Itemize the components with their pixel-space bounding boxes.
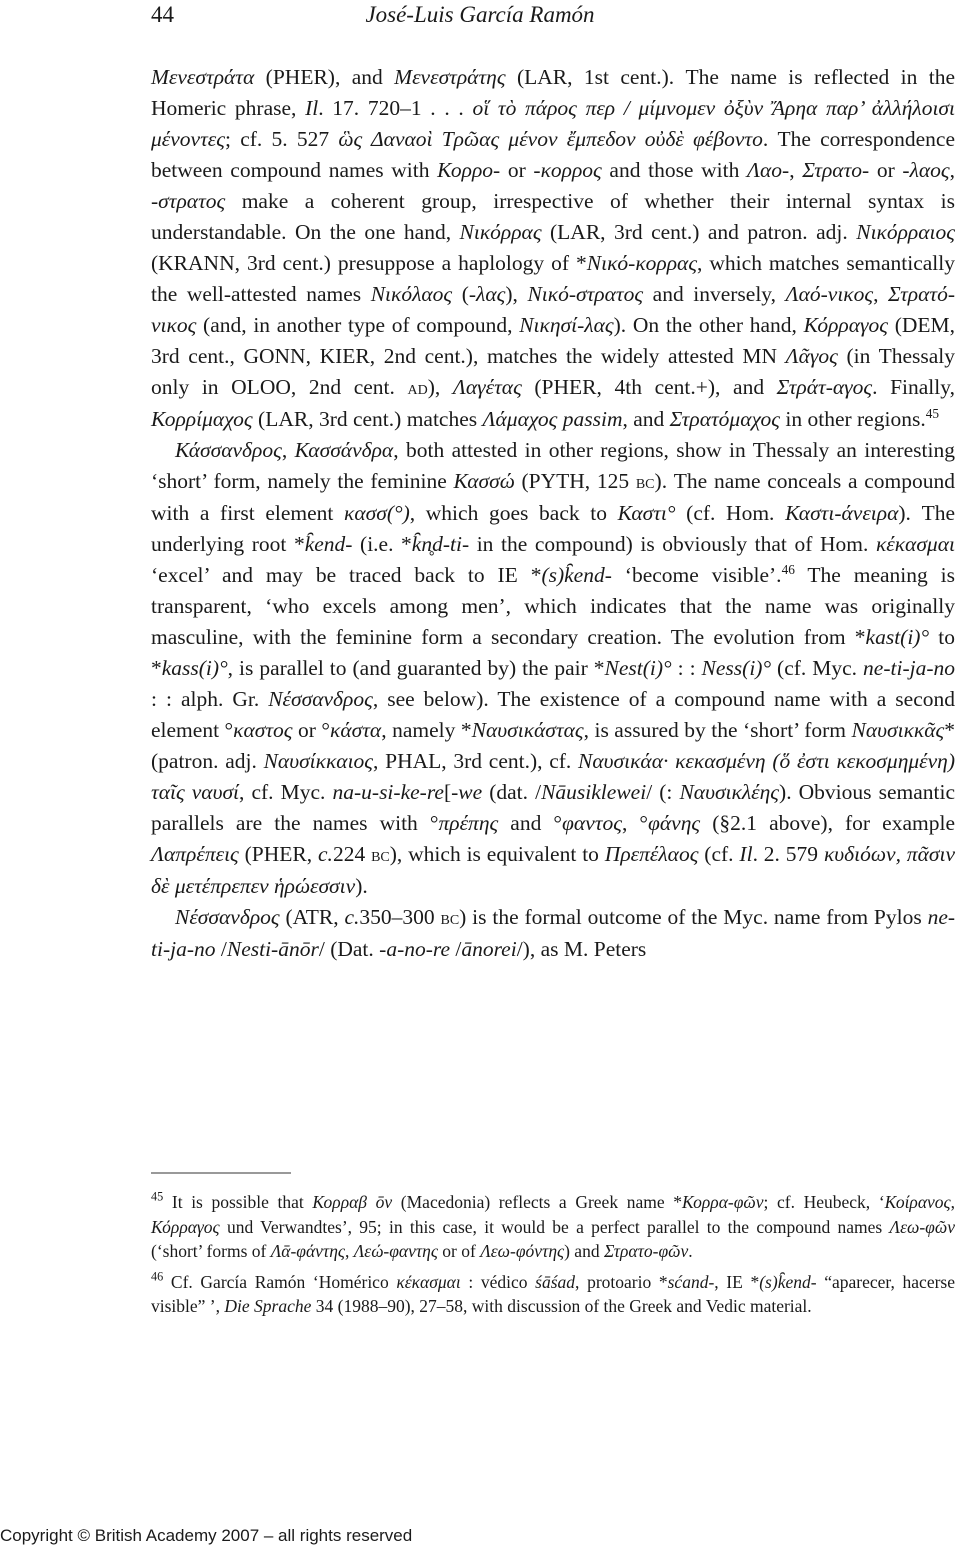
text-run: Il [739,842,753,866]
text-run: or [869,158,903,182]
text-run: ). On the other hand, [613,313,804,337]
text-run: . 2. 579 [752,842,824,866]
text-run: , [950,1192,956,1212]
text-run: ) is the formal outcome of the Myc. name from Pylos [459,905,928,929]
text-run: , which goes back to [409,501,618,525]
text-run: , PHAL, 3rd cent.), cf. [373,749,579,773]
text-run: to * [151,625,955,680]
text-run: (‘short’ forms of [151,1241,271,1261]
text-run: (s)k̑end- [541,563,612,587]
text-run: (cf. Hom. [675,501,786,525]
text-run: (dat. / [482,780,542,804]
text-run: , see below). The existence of a compound name with a second element ° [151,687,955,742]
running-head: José-Luis García Ramón [365,2,595,27]
text-run: (§2.1 above), for example [700,811,955,835]
text-run: : : alph. Gr. [151,687,269,711]
text-run: ne-ti-ja-no [151,905,956,961]
text-run: , [789,158,803,182]
text-run: κυδιόων, πᾶσιν δὲ μετέπρεπεν ἡρώεσσιν [151,842,955,898]
text-run: / (: [646,780,680,804]
text-run: Πρεπέλαος [604,842,699,866]
text-run: and inversely, [643,282,786,306]
text-run: κάστα [330,718,382,742]
text-run: , namely * [381,718,472,742]
text-run: or [500,158,534,182]
text-run: make a coherent group, irrespective of whether their internal syntax is understandable. On the one hand, [151,189,955,244]
text-run: καστος [233,718,293,742]
text-run: or ° [292,718,331,742]
text-run: or of [437,1241,481,1261]
text-run: . Finally, [872,375,955,399]
text-run: ). The name conceals a compound with a first element [151,469,956,525]
page-header [0,0,960,36]
footnote-ref-46[interactable]: 46 [781,561,795,577]
text-run: (ATR, [279,905,345,929]
text-run: (cf. [698,842,740,866]
text-run: Λαο- [747,158,790,182]
text-run: in other regions. [780,407,926,431]
text-run: : védico [460,1271,536,1292]
text-run: Κορρα-φῶν [681,1192,764,1212]
text-run: οἵ τὸ πάρος περ / μίμνομεν ὀξὺν Ἄρηα παρ’ ἀλλήλοισι μένοντες [151,96,955,151]
copyright-notice: Copyright © British Academy 2007 – all rights reserved [0,1526,413,1545]
text-run: Λᾶγος [785,344,838,368]
text-run: ( [452,282,469,306]
text-run: Νικό-στρατος [527,282,644,306]
text-run: and ° [498,811,563,835]
text-run: bc [440,908,460,929]
body-text [151,62,955,965]
text-run: Λαπρέπεις [151,842,239,866]
text-run: (PHER), and [254,65,395,89]
text-run: Nesti-ānōr [226,937,319,961]
text-run: Ναυσικάα· κεκασμένη (ὅ ἐστι κεκοσμημένη) ταῖς ναυσί [151,749,955,804]
text-run: -στρατος [151,189,226,213]
text-run: , ° [621,811,648,835]
text-run: Κόρραγος [151,1216,220,1237]
text-run: Νέσσανδρος [175,905,280,929]
text-run: śāśad [535,1271,576,1292]
text-run: Il [305,96,319,120]
text-run: (KRANN, 3rd cent.) presuppose a haplology of * [151,251,587,275]
text-run: , IE * [714,1271,760,1292]
text-run: Λεω-φῶν [889,1216,955,1237]
text-run: Ναυσικάστας [471,718,584,742]
footnote-marker: 46 [151,1268,164,1283]
text-run: Λαό-νικος [785,282,874,306]
text-run: κέκασμαι [396,1271,461,1292]
text-run: (PHER, [238,842,319,866]
text-run: “aparecer, hacerse visible” ’, [151,1271,956,1316]
text-run: Die Sprache [224,1296,312,1316]
text-run: Νικόρρας [459,220,542,244]
text-run: Νέσσανδρος [268,687,373,711]
text-run: ; cf. Heubeck, ‘ [763,1192,885,1212]
text-run: Ναυσικλέης [679,780,780,804]
text-run: ānorei [461,937,517,961]
text-run: , is assured by the ‘short’ form [583,718,852,742]
text-run: -we [451,780,483,804]
text-run: Κάσσανδρος [175,438,282,462]
text-run: κέκασμαι [875,532,955,556]
text-run: (cf. Myc. [771,656,864,680]
text-run: The meaning is transparent, ‘who excels among men’, which indicates that the name was originally masculine, with the feminine form a secondary creation. The evolution from * [151,563,955,649]
text-run: Κόρραγος [803,313,888,337]
text-run: ; cf. 5. 527 [225,127,339,151]
text-run: It is possible that [163,1192,313,1212]
text-run: Κορρίμαχος [151,407,253,431]
text-run: passim [562,407,623,431]
text-run: Λεω-φόντης [480,1241,565,1261]
text-run: na-u-si-ke-re [332,780,444,804]
text-run: . The correspondence between compound names with [151,127,955,182]
text-run: φάνης [648,811,701,835]
text-run: (i.e. * [352,532,412,556]
text-run: Cf. García Ramón ‘Homérico [163,1271,397,1292]
text-run: Κορρο- [437,158,501,182]
text-run: in the compound) is obviously that of Hom. [469,532,876,556]
text-run: ‘become visible’. [611,563,782,587]
footnote-46 [151,1270,955,1319]
text-run: sćand- [667,1271,715,1292]
text-run: ), [427,375,453,399]
text-run: Λεώ-φαντης [353,1241,438,1261]
text-run: , [873,282,889,306]
text-run: . 17. 720–1 . . . [318,96,473,120]
text-run: k̑end- [304,532,353,556]
text-run: Ness(i)° [701,656,772,680]
text-run: φαντος [562,811,622,835]
text-run: (in Thessaly only in OLOO, 2nd cent. [151,344,955,399]
text-run: Nāusiklewei [541,780,647,804]
text-run: Λαγέτας [452,375,522,399]
text-run: Ναυσίκκαιος [263,749,374,773]
text-run: Στρατο-φῶν [603,1241,689,1261]
text-run: Κοίρανος [884,1192,951,1212]
text-run: Κασσώ [453,469,515,493]
text-run: , protoario * [575,1271,668,1292]
text-run: /), as M. Peters [516,937,647,961]
text-run: (LAR, 3rd cent.) matches [252,407,483,431]
text-run: Ναυσικκᾶς [851,718,945,742]
text-run: ad [407,378,428,399]
text-run: (s)k̑end- [759,1271,817,1292]
text-run: Καστι-άνειρα [785,501,899,525]
text-run: bc [635,472,655,493]
text-run: / [450,937,462,961]
text-run: (LAR, 1st cent.). The name is reflected in the Homeric phrase, [151,65,955,120]
text-run: k̑n̥d-ti- [411,532,470,556]
text-run: , [344,1241,354,1261]
text-run: ). The underlying root * [151,501,955,556]
text-run: 34 (1988–90), 27–58, with discussion of the Greek and Vedic material. [311,1296,812,1316]
text-run: , [949,158,956,182]
text-run: Στρατο- [802,158,870,182]
text-run: (Macedonia) reflects a Greek name * [392,1192,682,1212]
text-run: / (Dat. [318,937,380,961]
paragraph-3 [151,902,955,965]
text-run: and those with [601,158,748,182]
text-run: Στρατόμαχος [669,407,780,431]
text-run: ‘excel’ and may be traced back to IE * [151,563,542,587]
text-run: c. [344,905,360,929]
text-run: -λαος [902,158,950,182]
text-run: , both attested in other regions, show in Thessaly an interesting ‘short’ form, namely the feminine [151,438,955,493]
paragraph-1 [151,62,955,435]
text-run: , is parallel to (and guaranted by) the pair * [227,656,605,680]
footnote-marker: 45 [151,1189,164,1204]
text-run: bc [371,845,390,866]
text-run: , cf. Myc. [239,780,333,804]
text-run: ne-ti-ja-no [863,656,955,680]
text-run: -κορρος [533,158,602,182]
text-run: κασσ(°) [344,501,410,525]
text-run: und Verwandtes’, 95; in this case, it would be a perfect parallel to the compound names [219,1216,890,1237]
text-run: (PYTH, 125 [514,469,636,493]
text-run: ). [355,874,368,898]
text-run: Νικόλαος [370,282,453,306]
footnote-45 [151,1190,955,1264]
text-run: 224 [332,842,372,866]
text-run: kass(i)° [161,656,228,680]
text-run: kast(i)° [865,625,930,649]
text-run: Κασσάνδρα [294,438,394,462]
text-run: ), [505,282,528,306]
text-run: Νικό-κορρας [586,251,698,275]
text-run: , and [622,407,670,431]
text-run: . [688,1241,693,1261]
text-run: ὣς Δαναοὶ Τρῶας μένον ἔμπεδον οὐδὲ φέβοντο [338,127,763,151]
text-run: (PHER, 4th cent.+), and [521,375,777,399]
text-run: c. [318,842,333,866]
paragraph-2 [151,435,955,902]
footnote-ref-45[interactable]: 45 [925,405,940,421]
text-run: Μενεστράτης [394,65,506,89]
footnotes [151,1190,955,1325]
text-run: [ [443,780,452,804]
page-number: 44 [151,2,174,27]
text-run: Νικόρραιος [856,220,955,244]
text-run: (LAR, 3rd cent.) and patron. adj. [541,220,857,244]
text-run: Nest(i)° [604,656,672,680]
text-run: Στράτ-αγος [776,375,873,399]
text-run: Κορραβ ōν [312,1192,393,1212]
text-run: Καστι° [617,501,676,525]
text-run: * (patron. adj. [151,718,955,773]
text-run: πρέπης [438,811,499,835]
text-run: , [281,438,295,462]
text-run: (and, in another type of compound, [196,313,520,337]
text-run: Λάμαχος [482,407,558,431]
text-run: ) and [564,1241,604,1261]
text-run: / [215,937,227,961]
text-run: ), which is equivalent to [389,842,605,866]
text-run: : : [671,656,702,680]
text-run: Μενεστράτα [151,65,255,89]
text-run: ). Obvious semantic parallels are the names with ° [151,780,955,835]
text-run: (DEM, 3rd cent., GONN, KIER, 2nd cent.), matches the widely attested MN [151,313,956,368]
footnote-rule [151,1172,960,1174]
text-run: -λας [468,282,506,306]
text-run: -a-no-re [379,937,450,961]
text-run: Λᾱ-φάντης [270,1241,345,1261]
text-run: , which matches semantically the well-attested names [151,251,956,306]
text-run: 350–300 [359,905,441,929]
text-run: Στρατό-νικος [151,282,955,337]
text-run: Νικησί-λας [519,313,614,337]
